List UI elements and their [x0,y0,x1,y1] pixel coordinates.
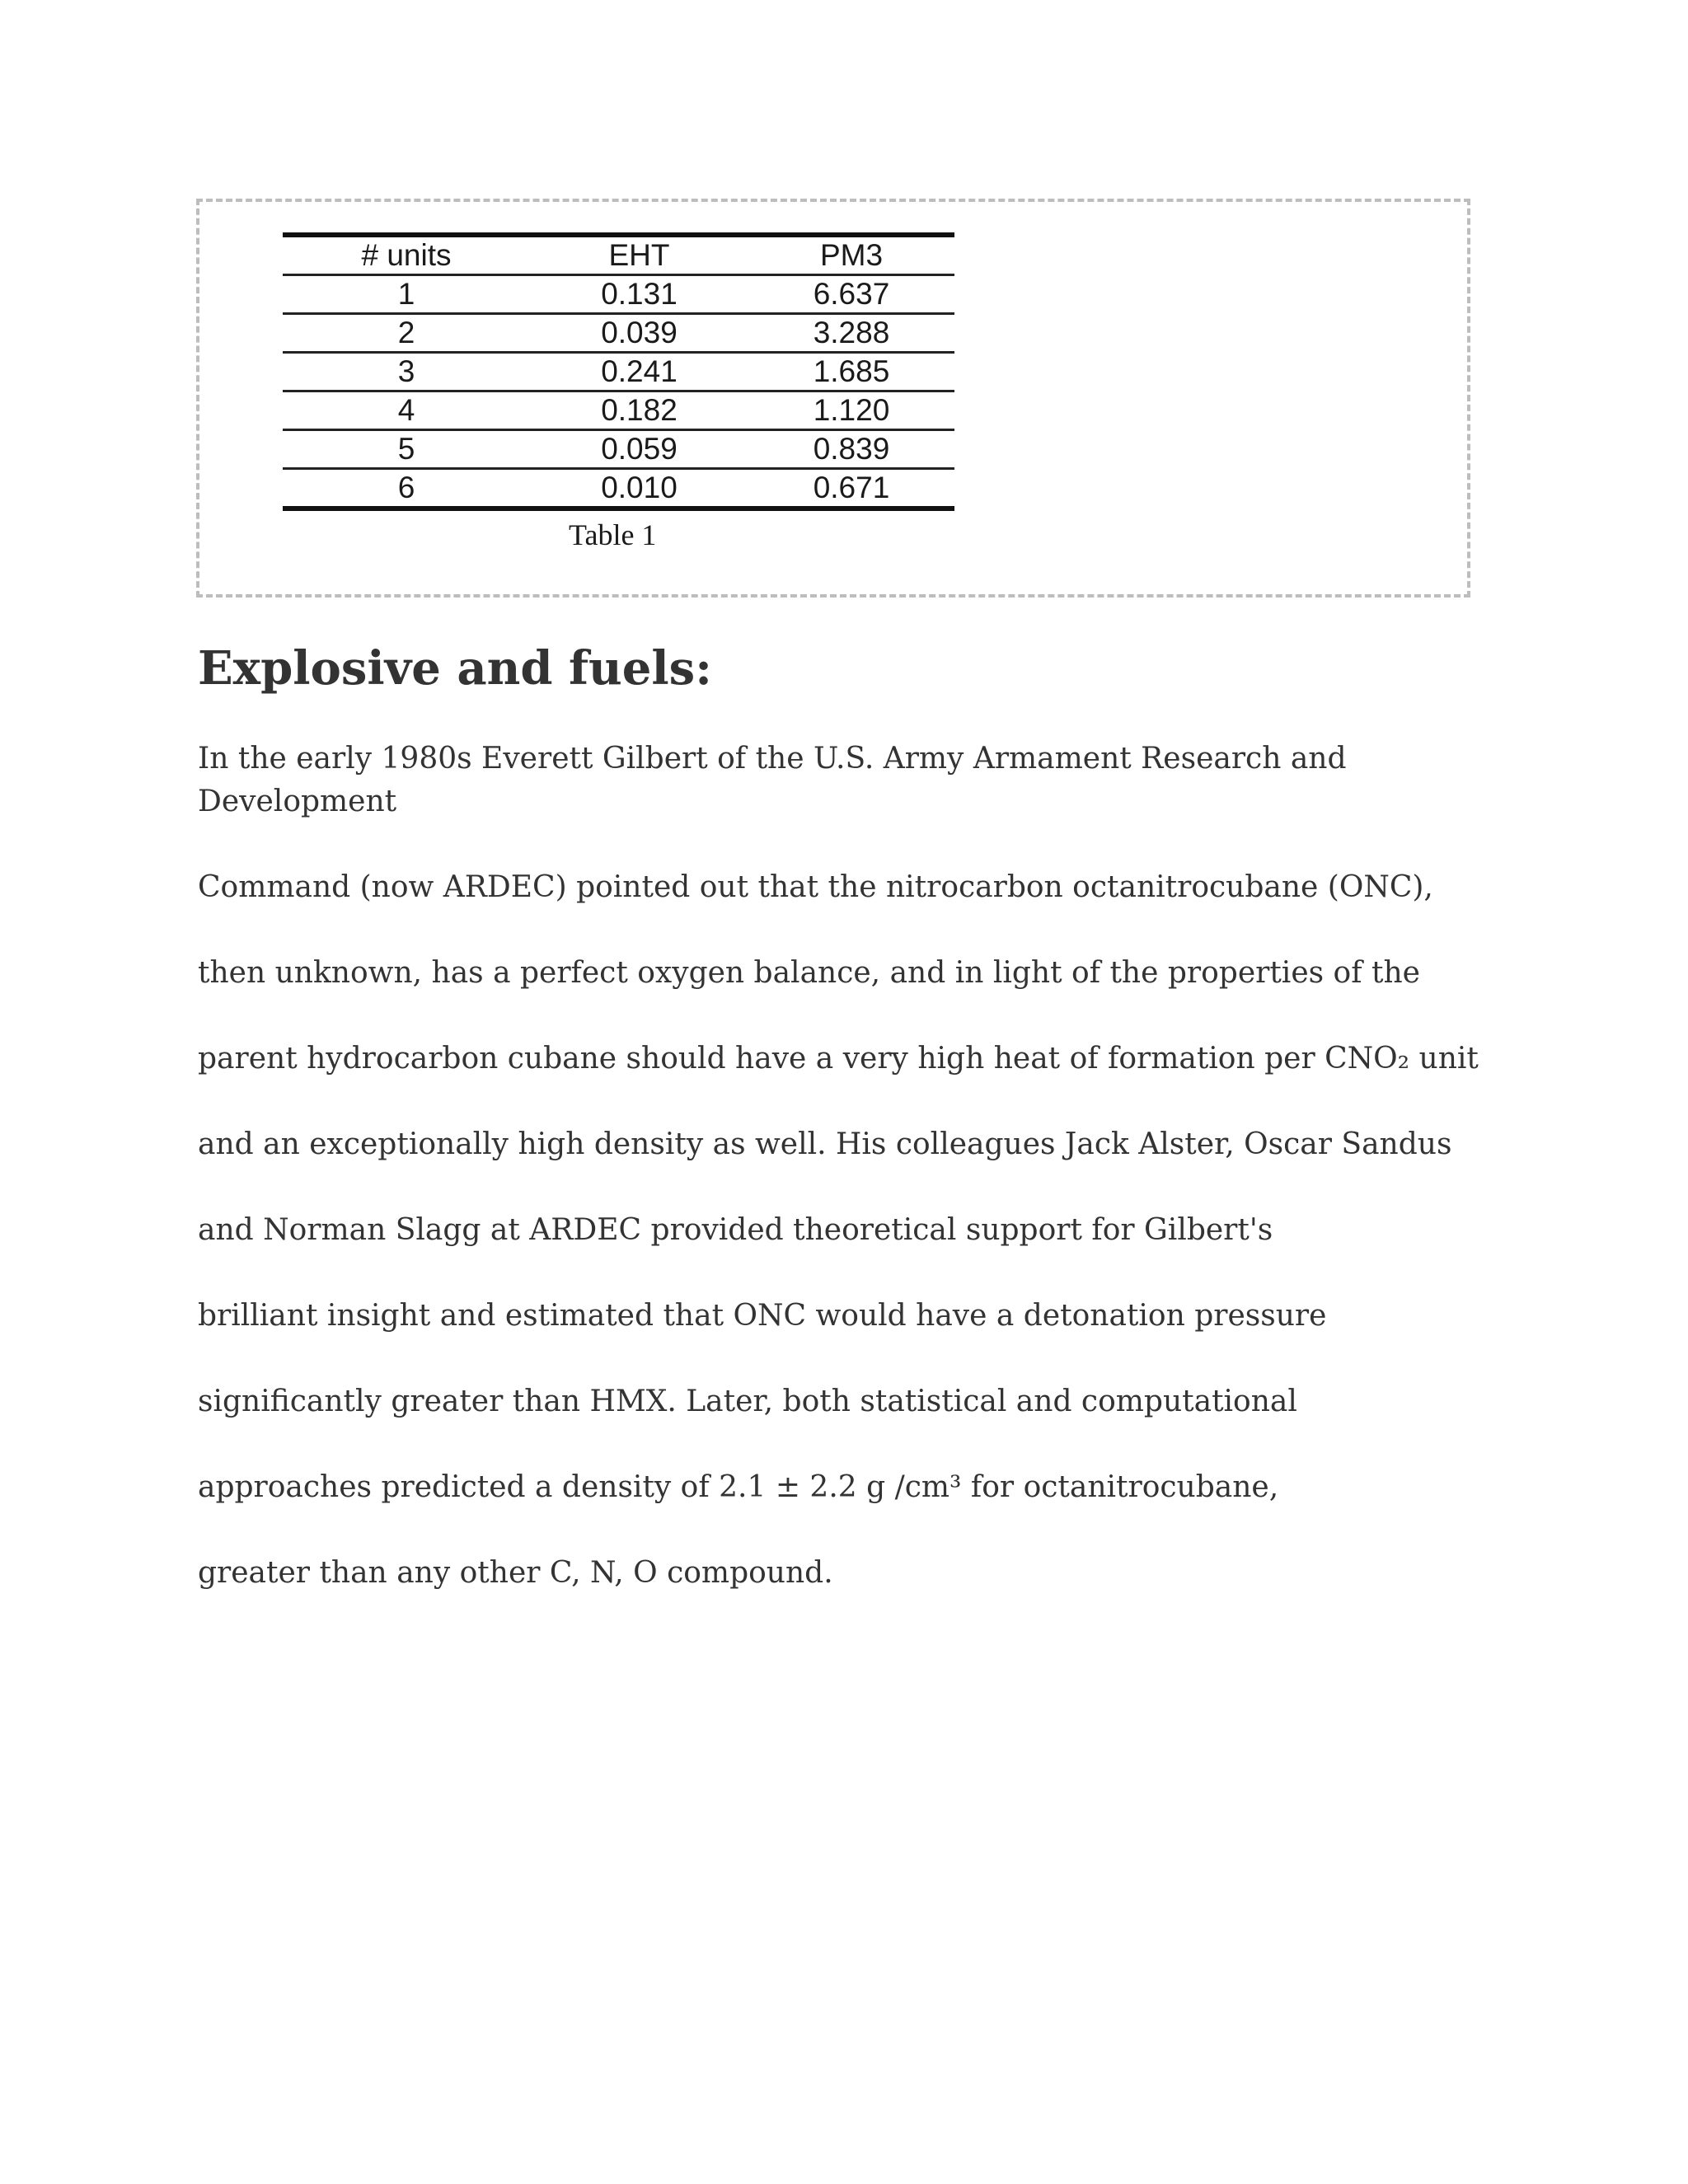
cell-eht: 0.182 [530,391,748,430]
table-header-row [283,235,954,275]
table-row [283,314,954,353]
body-line: Command (now ARDEC) pointed out that the nitrocarbon octanitrocubane (ONC), [198,870,1433,904]
cell-eht: 0.010 [530,469,748,509]
header-units: # units [283,235,530,275]
cell-eht: 0.059 [530,430,748,469]
cell-units: 3 [283,353,530,391]
body-line: brilliant insight and estimated that ONC would have a detonation pressure [198,1299,1327,1333]
cell-units: 2 [283,314,530,353]
units-table-container [283,232,954,511]
body-line: and Norman Slagg at ARDEC provided theoretical support for Gilbert's [198,1213,1273,1247]
table-row [283,353,954,391]
body-line: parent hydrocarbon cubane should have a very high heat of formation per CNO₂ unit [198,1042,1479,1076]
table-row [283,391,954,430]
body-line: then unknown, has a perfect oxygen balance, and in light of the properties of the [198,956,1420,990]
body-line: approaches predicted a density of 2.1 ± 2.2 g /cm³ for octanitrocubane, [198,1470,1279,1504]
body-line: and an exceptionally high density as well. His colleagues Jack Alster, Oscar Sandus [198,1127,1452,1161]
cell-pm3: 1.120 [748,391,954,430]
cell-pm3: 0.671 [748,469,954,509]
header-pm3: PM3 [748,235,954,275]
cell-units: 6 [283,469,530,509]
intro-line: In the early 1980s Everett Gilbert of the U.S. Army Armament Research and [198,742,1347,776]
cell-pm3: 6.637 [748,275,954,314]
cell-eht: 0.131 [530,275,748,314]
table-row [283,275,954,314]
header-eht: EHT [530,235,748,275]
table-row [283,430,954,469]
cell-eht: 0.039 [530,314,748,353]
cell-pm3: 1.685 [748,353,954,391]
cell-units: 4 [283,391,530,430]
table-row [283,469,954,509]
cell-eht: 0.241 [530,353,748,391]
intro-line: Development [198,785,397,818]
body-line: significantly greater than HMX. Later, both statistical and computational [198,1385,1297,1418]
cell-pm3: 3.288 [748,314,954,353]
body-line: greater than any other C, N, O compound. [198,1556,833,1590]
cell-units: 5 [283,430,530,469]
cell-units: 1 [283,275,530,314]
table-caption: Table 1 [569,518,657,551]
section-heading: Explosive and fuels: [198,641,712,696]
cell-pm3: 0.839 [748,430,954,469]
units-table [283,232,954,511]
